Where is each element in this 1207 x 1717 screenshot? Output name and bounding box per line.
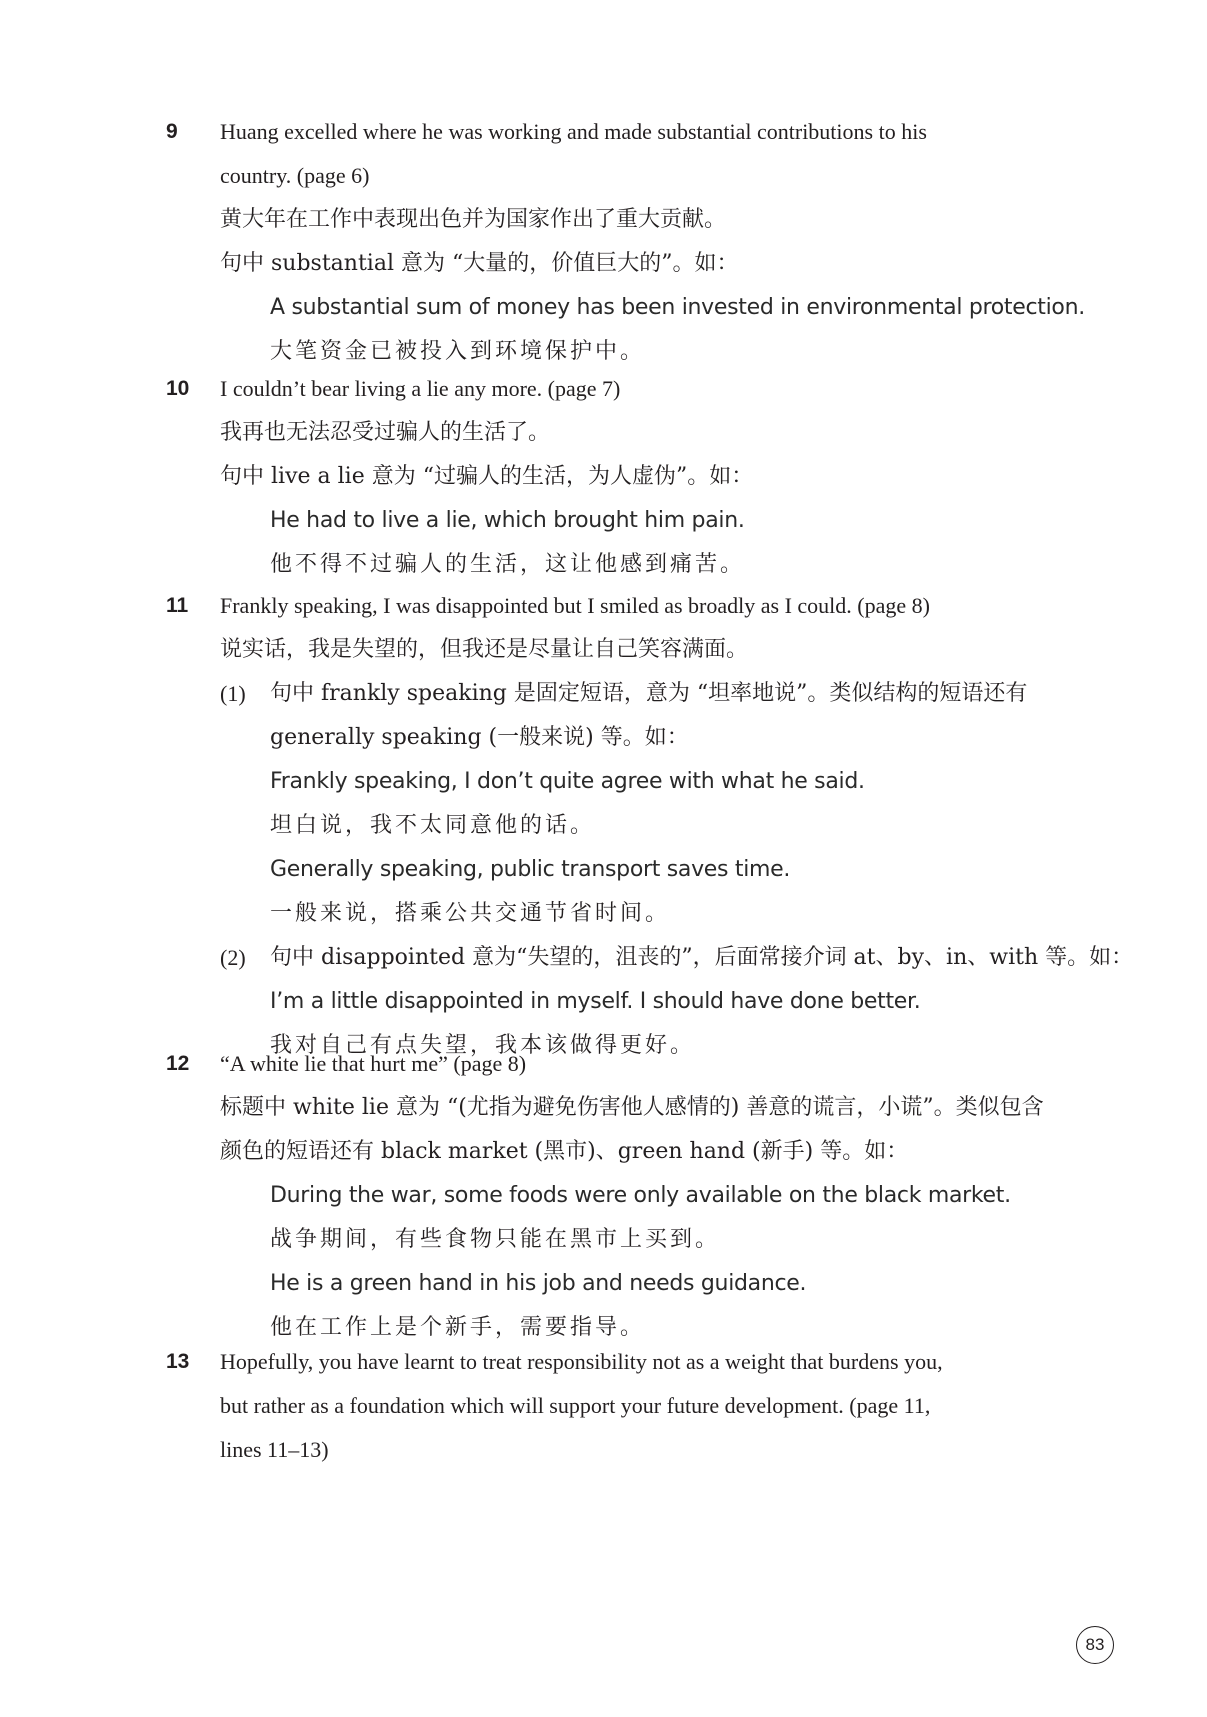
example-english: He is a green hand in his job and needs guidance. <box>270 1271 807 1296</box>
item-number: 11 <box>166 594 189 617</box>
note-item-13 <box>166 1340 1046 1472</box>
example-chinese: 一般来说，搭乘公共交通节省时间。 <box>270 901 671 926</box>
note-item-11 <box>166 584 1134 1068</box>
example-chinese: 他不得不过骗人的生活，这让他感到痛苦。 <box>270 552 746 577</box>
item-body <box>220 1340 1046 1472</box>
source-sentence-line: I couldn’t bear living a lie any more. (page 7) <box>220 376 621 401</box>
explanation: generally speaking (一般来说) 等。如： <box>270 725 689 750</box>
item-number: 10 <box>166 377 190 400</box>
example-chinese: 他在工作上是个新手，需要指导。 <box>270 1315 646 1340</box>
item-number: 13 <box>166 1350 190 1373</box>
example-block <box>270 1174 1046 1350</box>
explanation: 句中 live a lie 意为 “过骗人的生活，为人虚伪”。如： <box>220 464 754 489</box>
translation: 说实话，我是失望的，但我还是尽量让自己笑容满面。 <box>220 637 749 662</box>
subpoint-1 <box>220 672 1046 936</box>
example-chinese: 大笔资金已被投入到环境保护中。 <box>270 339 646 364</box>
source-sentence-line: lines 11–13) <box>220 1437 329 1462</box>
subpoint-label: (2) <box>220 945 246 970</box>
explanation: 句中 substantial 意为 “大量的，价值巨大的”。如： <box>220 251 739 276</box>
explanation: 句中 frankly speaking 是固定短语，意为 “坦率地说”。类似结构的短语还有 <box>270 681 1028 706</box>
explanation: 句中 disappointed 意为“失望的，沮丧的”，后面常接介词 at、by、in、with 等。如： <box>270 945 1134 970</box>
source-sentence-line: country. (page 6) <box>220 163 370 188</box>
source-sentence-line: Hopefully, you have learnt to treat responsibility not as a weight that burdens you, <box>220 1349 943 1374</box>
source-sentence-line: Huang excelled where he was working and made substantial contributions to his <box>220 119 927 144</box>
item-body <box>220 110 1085 374</box>
explanation: 颜色的短语还有 black market (黑市)、green hand (新手) 等。如： <box>220 1139 909 1164</box>
example-chinese: 战争期间，有些食物只能在黑市上买到。 <box>270 1227 721 1252</box>
example-block <box>270 499 1046 587</box>
note-item-10 <box>166 367 1046 587</box>
example-english: I’m a little disappointed in myself. I should have done better. <box>270 989 921 1014</box>
example-english: Frankly speaking, I don’t quite agree with what he said. <box>270 769 865 794</box>
example-english: A substantial sum of money has been invested in environmental protection. <box>270 295 1085 320</box>
subpoint-body <box>270 672 1046 936</box>
example-english: During the war, some foods were only available on the black market. <box>270 1183 1011 1208</box>
item-body <box>220 584 1134 1068</box>
example-block <box>270 286 1085 374</box>
note-item-9 <box>166 110 1085 374</box>
page-number: 83 <box>1076 1626 1114 1664</box>
source-sentence-line: “A white lie that hurt me” (page 8) <box>220 1051 527 1076</box>
example-english: He had to live a lie, which brought him pain. <box>270 508 745 533</box>
example-chinese: 我对自己有点失望，我本该做得更好。 <box>270 1033 696 1058</box>
translation: 我再也无法忍受过骗人的生活了。 <box>220 420 551 445</box>
item-body <box>220 367 1046 587</box>
example-chinese: 坦白说，我不太同意他的话。 <box>270 813 596 838</box>
example-english: Generally speaking, public transport saves time. <box>270 857 791 882</box>
explanation: 标题中 white lie 意为 “(尤指为避免伤害他人感情的) 善意的谎言，小谎”。类似包含 <box>220 1095 1044 1120</box>
source-sentence-line: Frankly speaking, I was disappointed but I smiled as broadly as I could. (page 8) <box>220 593 930 618</box>
translation: 黄大年在工作中表现出色并为国家作出了重大贡献。 <box>220 207 727 232</box>
note-item-12 <box>166 1042 1046 1350</box>
subpoint-label: (1) <box>220 681 246 706</box>
item-number: 12 <box>166 1052 190 1075</box>
source-sentence-line: but rather as a foundation which will support your future development. (page 11, <box>220 1393 931 1418</box>
item-number: 9 <box>166 120 178 143</box>
item-body <box>220 1042 1046 1350</box>
